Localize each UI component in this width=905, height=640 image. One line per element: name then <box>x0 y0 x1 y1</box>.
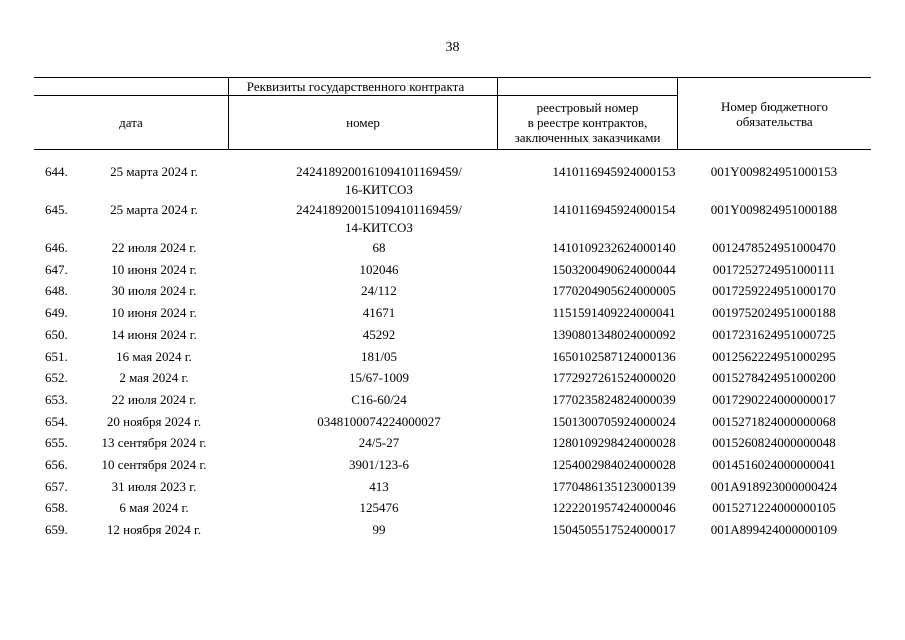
row-index: 646. <box>45 240 68 255</box>
row-date: 10 июня 2024 г. <box>111 261 197 277</box>
table-row <box>34 521 871 541</box>
row-registry-number: 1410116945924000153 <box>552 164 676 179</box>
row-registry-number: 1151591409224000041 <box>552 305 676 321</box>
row-budget-number: 0017259224951000170 <box>712 283 836 299</box>
row-contract-number-line: 68 <box>372 240 386 255</box>
row-date: 31 июля 2023 г. <box>111 478 197 494</box>
table-row <box>34 261 871 281</box>
table-row <box>34 326 871 346</box>
row-index: 647. <box>45 261 68 277</box>
row-registry-number: 1770204905624000005 <box>552 283 676 299</box>
row-contract-number-line: 413 <box>369 478 389 494</box>
row-registry-number: 1222201957424000046 <box>552 500 676 516</box>
row-index: 651. <box>45 348 68 364</box>
row-registry-number: 1390801348024000092 <box>552 326 676 342</box>
row-budget-number: 0015271224000000105 <box>712 500 836 516</box>
row-registry-number: 1772927261524000020 <box>552 370 676 386</box>
row-index: 644. <box>45 164 68 179</box>
row-date: 12 ноября 2024 г. <box>106 522 202 538</box>
header-group-title: Реквизиты государственного контракта <box>246 79 465 94</box>
row-contract-number-line: С16-60/24 <box>351 391 407 407</box>
row-registry-number: 1770486135123000139 <box>552 478 676 494</box>
row-contract-number <box>229 304 529 322</box>
row-contract-number <box>229 521 529 539</box>
row-contract-number <box>229 369 529 387</box>
table-row <box>34 434 871 454</box>
row-date: 16 мая 2024 г. <box>116 348 192 364</box>
row-index: 656. <box>45 457 68 472</box>
header-date: дата <box>119 115 143 130</box>
header-budget: Номер бюджетного обязательства <box>721 98 828 129</box>
row-budget-number: 0017290224000000017 <box>712 391 836 407</box>
row-contract-number-line: 102046 <box>359 261 399 277</box>
row-budget-number: 0014516024000000041 <box>712 457 836 472</box>
row-budget-number: 0015278424951000200 <box>712 370 836 386</box>
row-contract-number-line: 3901/123-6 <box>349 457 409 472</box>
row-contract-number <box>229 326 529 344</box>
row-contract-number-line: 99 <box>372 522 386 538</box>
table-row <box>34 163 871 201</box>
row-contract-number <box>229 413 529 431</box>
row-budget-number: 0015271824000000068 <box>712 413 836 429</box>
table-row <box>34 478 871 498</box>
header-registry: реестровый номер в реестре контрактов, заключенных заказчиками <box>514 100 661 145</box>
row-budget-number: 0012478524951000470 <box>712 240 836 255</box>
row-registry-number: 1410116945924000154 <box>552 202 676 217</box>
row-contract-number <box>229 201 529 237</box>
row-budget-number: 0017252724951000111 <box>712 261 836 277</box>
row-index: 648. <box>45 283 68 299</box>
row-contract-number-line: 15/67-1009 <box>349 370 409 386</box>
header-number: номер <box>346 115 380 130</box>
row-registry-number: 1410109232624000140 <box>552 240 676 255</box>
row-contract-number-line: 16-КИТСОЗ <box>345 182 413 197</box>
row-registry-number: 1254002984024000028 <box>552 457 676 472</box>
row-index: 659. <box>45 522 68 538</box>
row-date: 2 мая 2024 г. <box>119 370 189 386</box>
table-row <box>34 413 871 433</box>
row-date: 6 мая 2024 г. <box>119 500 189 516</box>
row-contract-number <box>229 499 529 517</box>
row-contract-number <box>229 282 529 300</box>
row-contract-number-line: 41671 <box>362 305 396 321</box>
row-budget-number: 001A899424000000109 <box>710 522 838 538</box>
table-row <box>34 282 871 302</box>
row-budget-number: 0015260824000000048 <box>712 435 836 451</box>
table-row <box>34 239 871 259</box>
row-budget-number: 001Y009824951000188 <box>710 202 838 217</box>
row-date: 25 марта 2024 г. <box>110 202 198 217</box>
row-contract-number-line: 24241892001610941011694​59/ <box>296 164 462 179</box>
table-header <box>34 77 871 150</box>
row-contract-number <box>229 478 529 496</box>
row-contract-number <box>229 434 529 452</box>
row-contract-number-line: 0348100074224000027 <box>317 413 441 429</box>
row-contract-number-line: 24/5-27 <box>358 435 400 451</box>
row-budget-number: 0017231624951000725 <box>712 326 836 342</box>
row-index: 658. <box>45 500 68 516</box>
row-contract-number-line: 125476 <box>359 500 399 516</box>
table-row <box>34 456 871 476</box>
row-contract-number <box>229 261 529 279</box>
table-row <box>34 391 871 411</box>
row-contract-number-line: 14-КИТСОЗ <box>345 220 413 235</box>
row-date: 13 сентября 2024 г. <box>101 435 207 451</box>
row-date: 30 июля 2024 г. <box>111 283 197 299</box>
table-row <box>34 369 871 389</box>
row-registry-number: 1503200490624000044 <box>552 261 676 277</box>
row-index: 645. <box>45 202 68 217</box>
row-contract-number <box>229 348 529 366</box>
row-index: 653. <box>45 391 68 407</box>
row-registry-number: 1280109298424000028 <box>552 435 676 451</box>
table-row <box>34 499 871 519</box>
row-date: 14 июня 2024 г. <box>111 326 197 342</box>
row-contract-number <box>229 163 529 199</box>
row-budget-number: 001A918923000000424 <box>710 478 838 494</box>
row-budget-number: 0019752024951000188 <box>712 305 836 321</box>
row-index: 657. <box>45 478 68 494</box>
row-date: 10 сентября 2024 г. <box>101 457 207 472</box>
row-index: 652. <box>45 370 68 386</box>
row-contract-number-line: 24/112 <box>361 283 397 299</box>
row-contract-number-line: 45292 <box>362 326 396 342</box>
row-budget-number: 0012562224951000295 <box>712 348 836 364</box>
page-number: 38 <box>445 40 460 55</box>
row-date: 20 ноября 2024 г. <box>106 413 202 429</box>
row-index: 654. <box>45 413 68 429</box>
row-index: 650. <box>45 326 68 342</box>
row-date: 22 июля 2024 г. <box>111 240 197 255</box>
row-date: 22 июля 2024 г. <box>111 391 197 407</box>
row-index: 649. <box>45 305 68 321</box>
row-registry-number: 1504505517524000017 <box>552 522 676 538</box>
table-row <box>34 348 871 368</box>
row-date: 25 марта 2024 г. <box>110 164 198 179</box>
row-registry-number: 1501300705924000024 <box>552 413 676 429</box>
table-row <box>34 304 871 324</box>
row-index: 655. <box>45 435 68 451</box>
row-budget-number: 001Y009824951000153 <box>710 164 838 179</box>
row-date: 10 июня 2024 г. <box>111 305 197 321</box>
row-contract-number <box>229 456 529 474</box>
row-contract-number-line: 181/05 <box>360 348 398 364</box>
row-contract-number <box>229 239 529 257</box>
table-row <box>34 201 871 239</box>
row-contract-number <box>229 391 529 409</box>
row-registry-number: 1650102587124000136 <box>552 348 676 364</box>
row-contract-number-line: 24241892001510941011694​59/ <box>296 202 462 217</box>
row-registry-number: 1770235824824000039 <box>552 391 676 407</box>
